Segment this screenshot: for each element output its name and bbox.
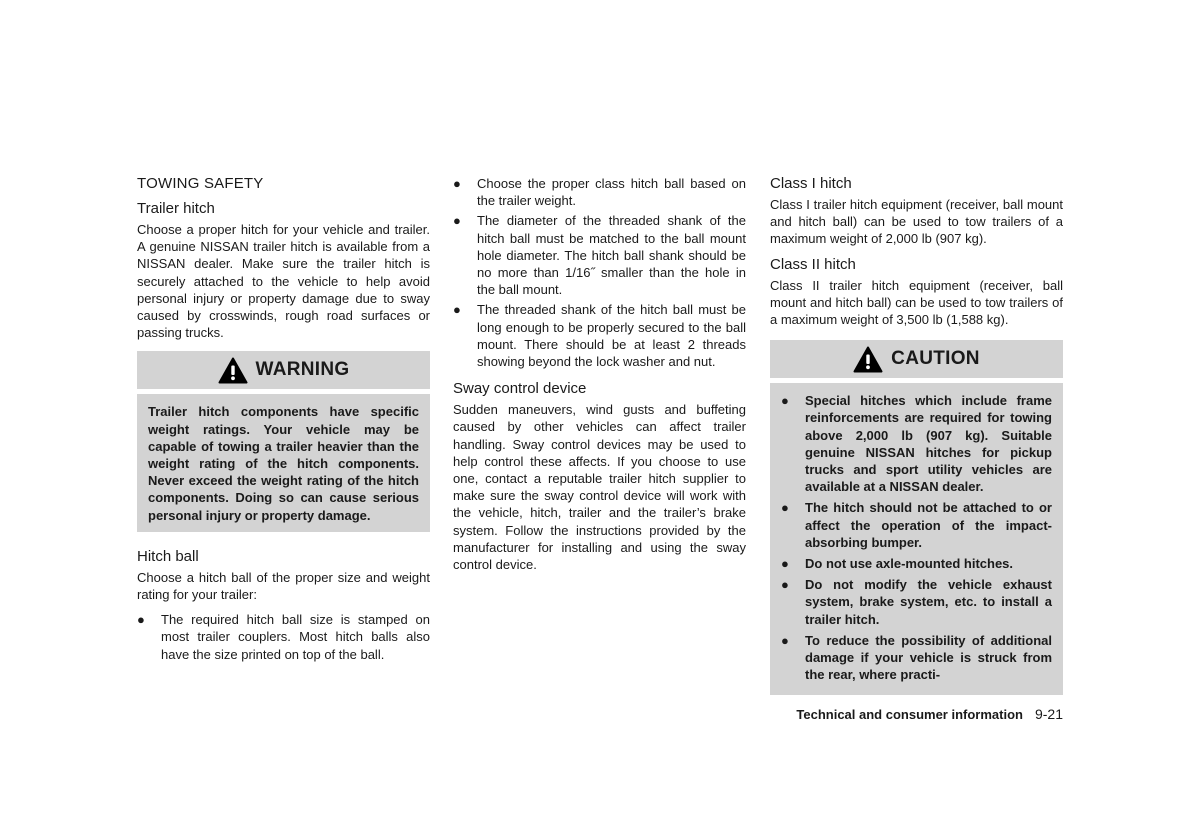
page-footer (760, 706, 1063, 722)
warning-title: WARNING (255, 359, 350, 381)
class1-heading: Class I hitch (770, 175, 852, 192)
bullet-icon: ● (453, 302, 461, 318)
bullet-icon: ● (137, 612, 145, 628)
list-item (781, 555, 1052, 572)
bullet-icon: ● (453, 213, 461, 229)
sway-control-heading: Sway control device (453, 380, 587, 398)
list-item-text: The hitch should not be attached to or affect the operation of the impact-absorbing bumper. (805, 500, 1052, 550)
list-item (137, 611, 430, 663)
list-item-text: Choose the proper class hitch ball based on the trailer weight. (477, 176, 746, 209)
caution-header (770, 340, 1063, 383)
trailer-hitch-paragraph: Choose a proper hitch for your vehicle and trailer. A genuine NISSAN trailer hitch is available from a NISSAN dealer. Make sure the trailer hitch is securely attached to the vehicle to help avoid personal injury or property damage due to sway caused by crosswinds, rough road surfaces or passing trucks. (137, 222, 430, 341)
hitch-ball-list (137, 611, 430, 663)
warning-header (137, 351, 430, 394)
sway-control-paragraph: Sudden maneuvers, wind gusts and buffeting caused by other vehicles can affect trailer handling. Sway control devices may be used to help control these affects. If you choose to use one, contact a reputable trailer hitch supplier to make sure the sway control device will work with the vehicle, hitch, trailer and the trailer’s brake system. Follow the instructions provided by the manufacturer for installing and using the sway control device. (453, 402, 746, 573)
trailer-hitch-heading: Trailer hitch (137, 200, 215, 217)
class2-paragraph: Class II trailer hitch equipment (receiver, ball mount and hitch ball) can be used to tow trailers of a maximum weight of 3,500 lb (1,588 kg). (770, 277, 1063, 328)
column-right (770, 175, 1063, 711)
list-item-text: The required hitch ball size is stamped on most trailer couplers. Most hitch balls also have the size printed on top of the ball. (161, 612, 430, 662)
footer-section-label: Technical and consumer information (796, 707, 1023, 722)
list-item-text: The diameter of the threaded shank of the hitch ball must be matched to the ball mount hole diameter. The hitch ball shank should be no more than 1/16˝ smaller than the hole in the ball mount. (477, 213, 746, 298)
caution-box (770, 340, 1063, 695)
list-item (453, 301, 746, 370)
bullet-icon: ● (781, 632, 789, 648)
hitch-ball-requirements-list (453, 175, 746, 370)
list-item-text: The threaded shank of the hitch ball must be long enough to be properly secured to the ball mount. There should be at least 2 threads showing beyond the lock washer and nut. (477, 302, 746, 370)
list-item (453, 175, 746, 209)
caution-title: CAUTION (891, 348, 980, 370)
warning-box (137, 351, 430, 531)
caution-triangle-icon (853, 346, 883, 373)
section-title: TOWING SAFETY (137, 175, 264, 192)
list-item (781, 499, 1052, 551)
list-item-text: Special hitches which include frame reinforcements are required for towing above 2,000 lb (907 kg). Suitable genuine NISSAN hitches for pickup trucks and sport utility vehicles are available at a NISSAN dealer. (805, 393, 1052, 495)
column-left (137, 175, 430, 666)
column-middle (453, 175, 746, 581)
list-item-text: Do not modify the vehicle exhaust system, brake system, etc. to install a trailer hitch. (805, 577, 1052, 627)
hitch-ball-paragraph: Choose a hitch ball of the proper size and weight rating for your trailer: (137, 569, 430, 603)
list-item (453, 212, 746, 298)
warning-triangle-icon (218, 357, 248, 384)
bullet-icon: ● (781, 577, 789, 593)
class2-heading: Class II hitch (770, 255, 856, 273)
caution-list (781, 392, 1052, 683)
list-item-text: Do not use axle-mounted hitches. (805, 556, 1014, 572)
caution-body (770, 383, 1063, 695)
list-item-text: To reduce the possibility of additional damage if your vehicle is struck from the rear, where practi- (805, 632, 1052, 683)
page-number: 9-21 (1034, 706, 1063, 722)
bullet-icon: ● (781, 556, 789, 572)
list-item (781, 576, 1052, 628)
bullet-icon: ● (781, 393, 789, 409)
bullet-icon: ● (453, 176, 461, 191)
list-item (781, 632, 1052, 684)
class1-paragraph: Class I trailer hitch equipment (receiver, ball mount and hitch ball) can be used to tow trailers of a maximum weight of 2,000 lb (907 kg). (770, 197, 1063, 247)
list-item (781, 392, 1052, 495)
hitch-ball-heading: Hitch ball (137, 547, 199, 565)
bullet-icon: ● (781, 500, 789, 516)
warning-text: Trailer hitch components have specific weight ratings. Your vehicle may be capable of towing a trailer heavier than the weight rating of the hitch components. Never exceed the weight rating of the hitch components. Doing so can cause serious personal injury or property damage. (148, 404, 419, 523)
